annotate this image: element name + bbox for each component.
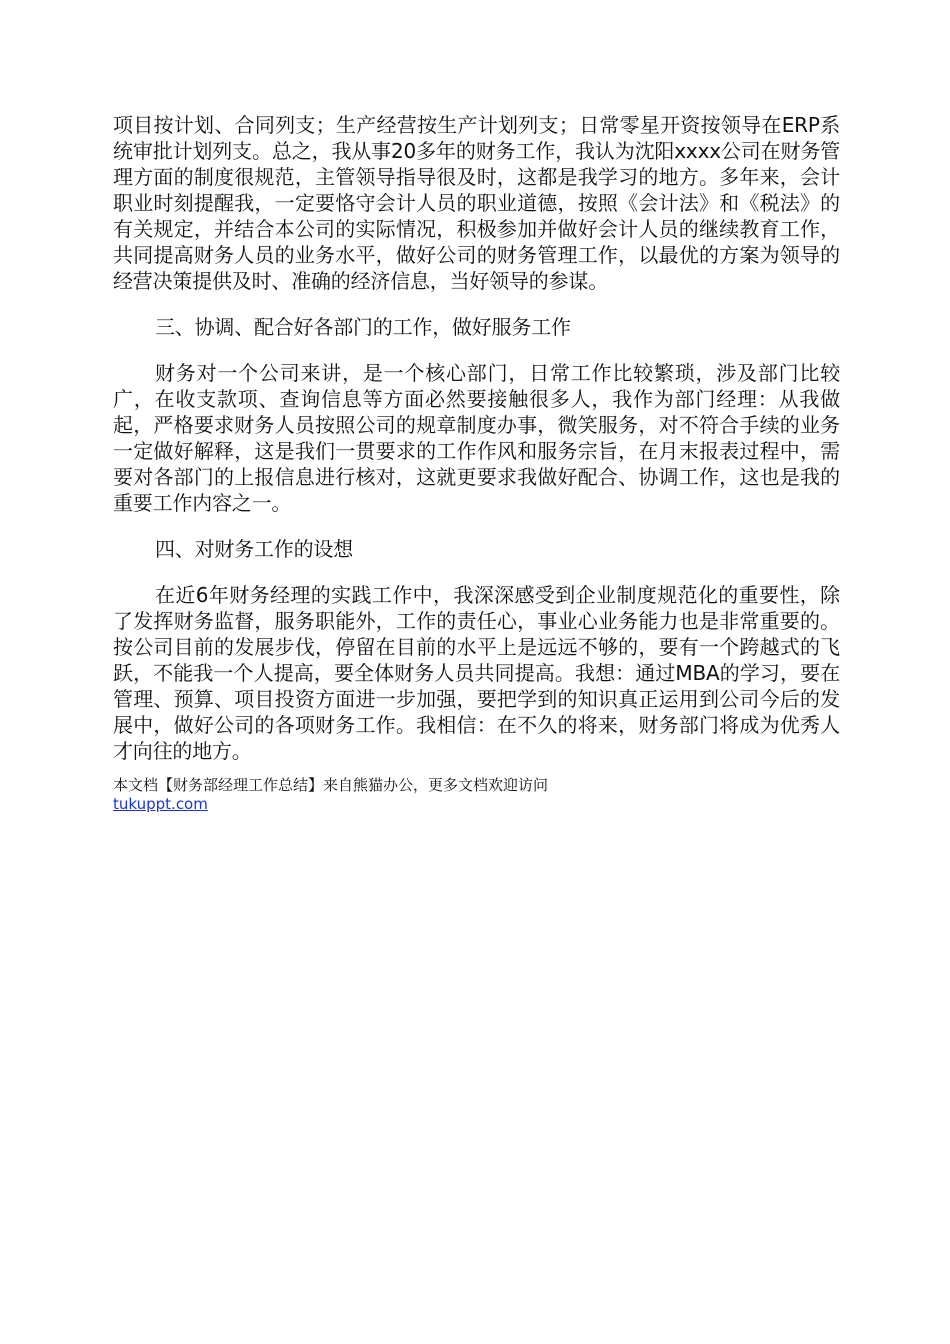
paragraph-section-3: 财务对一个公司来讲，是一个核心部门，日常工作比较繁琐，涉及部门比较广，在收支款项、查询信息等方面必然要接触很多人，我作为部门经理：从我做起，严格要求财务人员按照公司的规章制度办事，微笑服务，对不符合手续的业务一定做好解释，这是我们一贯要求的工作作风和服务宗旨，在月末报表过程中，需要对各部门的上报信息进行核对，这就更要求我做好配合、协调工作，这也是我的重要工作内容之一。 — [113, 361, 840, 515]
paragraph-section-4: 在近6年财务经理的实践工作中，我深深感受到企业制度规范化的重要性，除了发挥财务监督，服务职能外，工作的责任心，事业心业务能力也是非常重要的。按公司目前的发展步伐，停留在目前的水平上是远远不够的，要有一个跨越式的飞跃，不能我一个人提高，要全体财务人员共同提高。我想：通过MBA的学习，要在管理、预算、项目投资方面进一步加强，要把学到的知识真正运用到公司今后的发展中，做好公司的各项财务工作。我相信：在不久的将来，财务部门将成为优秀人才向往的地方。 — [113, 583, 840, 763]
footer-link[interactable]: tukuppt.com — [113, 795, 208, 813]
section-heading-4: 四、对财务工作的设想 — [155, 537, 353, 561]
section-heading-3: 三、协调、配合好各部门的工作，做好服务工作 — [155, 315, 571, 339]
paragraph-continued: 项目按计划、合同列支；生产经营按生产计划列支；日常零星开资按领导在ERP系统审批计划列支。总之，我从事20多年的财务工作，我认为沈阳xxxx公司在财务管理方面的制度很规范，主管领导指导很及时，这都是我学习的地方。多年来，会计职业时刻提醒我，一定要恪守会计人员的职业道德，按照《会计法》和《税法》的有关规定，并结合本公司的实际情况，积极参加并做好会计人员的继续教育工作，共同提高财务人员的业务水平，做好公司的财务管理工作，以最优的方案为领导的经营决策提供及时、准确的经济信息，当好领导的参谋。 — [113, 113, 840, 293]
footer-note — [113, 776, 840, 814]
document-page — [113, 112, 840, 814]
footer-brand: 熊猫办公 — [353, 776, 414, 794]
footer-prefix: 本文档【财务部经理工作总结】来自 — [113, 776, 354, 794]
footer-suffix: ，更多文档欢迎访问 — [413, 776, 549, 794]
